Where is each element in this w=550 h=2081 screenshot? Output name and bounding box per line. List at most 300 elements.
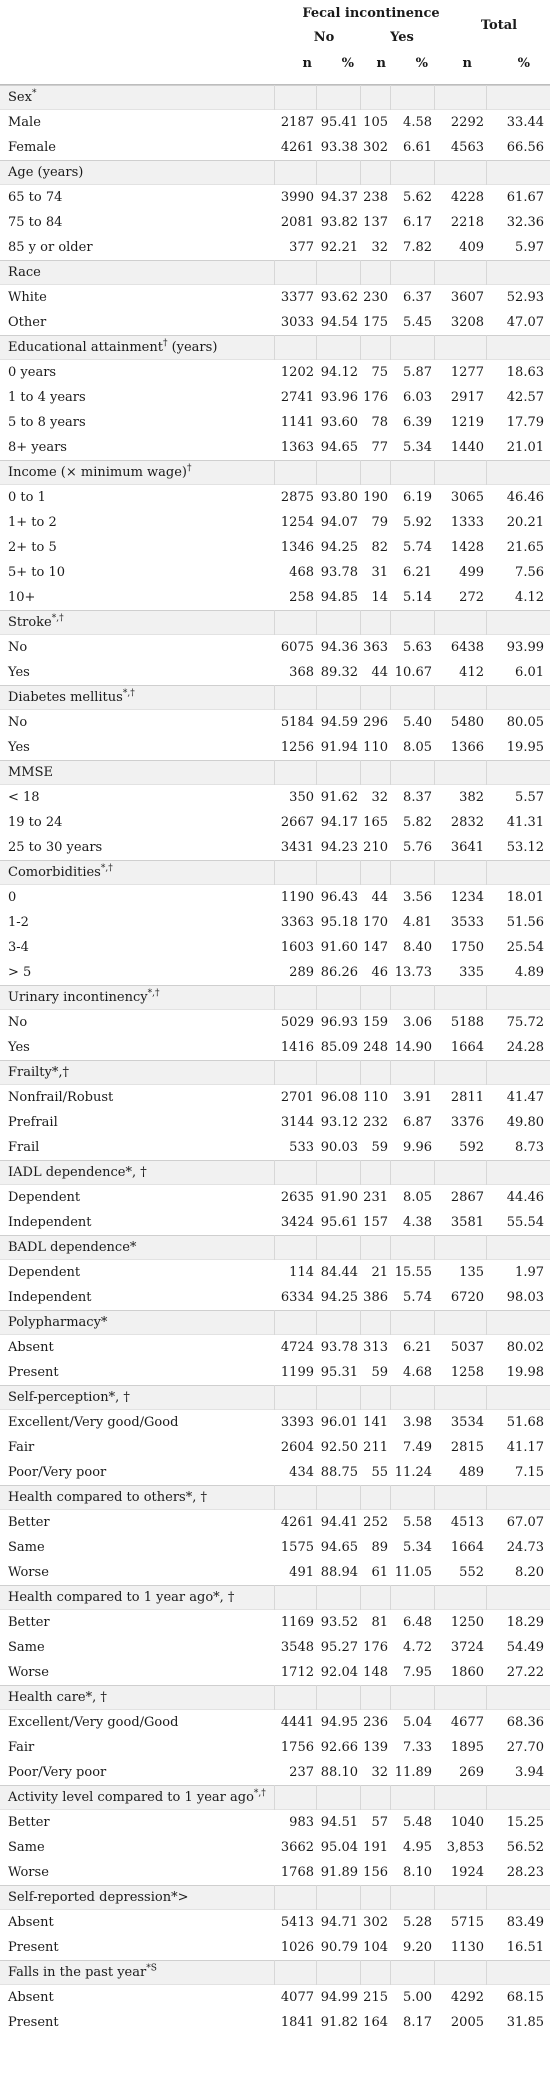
section-empty-cell — [434, 760, 486, 785]
row-label: 25 to 30 years — [8, 840, 103, 855]
table-row — [0, 1260, 550, 1285]
section-empty-cell — [390, 1685, 434, 1710]
row-label: 0 — [8, 890, 17, 905]
total-n: 592 — [459, 1140, 484, 1155]
total-n: 4513 — [450, 1515, 484, 1530]
section-empty-cell — [360, 160, 390, 185]
row-label: Yes — [8, 740, 30, 755]
section-title — [0, 1885, 274, 1910]
yes-n: 190 — [363, 490, 388, 505]
total-pct: 42.57 — [506, 390, 544, 405]
section-title — [0, 1785, 274, 1810]
section-empty-cell — [274, 685, 316, 710]
section-empty-cell — [486, 1485, 550, 1510]
no-pct: 95.18 — [320, 915, 358, 930]
row-label: 1 to 4 years — [8, 390, 86, 405]
yes-pct: 8.17 — [403, 2015, 432, 2030]
no-pct: 92.50 — [320, 1440, 358, 1455]
section-empty-cell — [486, 1585, 550, 1610]
total-n: 3581 — [450, 1215, 484, 1230]
table-row — [0, 1535, 550, 1560]
total-pct: 47.07 — [506, 315, 544, 330]
yes-n: 141 — [363, 1415, 388, 1430]
table-row — [0, 510, 550, 535]
yes-pct: 6.19 — [403, 490, 432, 505]
row-label: 75 to 84 — [8, 215, 63, 230]
section-title-text: Activity level compared to 1 year ago — [8, 1790, 254, 1805]
row-label: 8+ years — [8, 440, 67, 455]
section-empty-cell — [434, 1685, 486, 1710]
section-empty-cell — [486, 760, 550, 785]
yes-n: 137 — [363, 215, 388, 230]
yes-pct: 15.55 — [394, 1265, 432, 1280]
section-empty-cell — [316, 1485, 360, 1510]
no-n: 4077 — [280, 1990, 314, 2005]
yes-pct: 7.33 — [403, 1740, 432, 1755]
row-label: Absent — [8, 1340, 54, 1355]
no-n: 434 — [289, 1465, 314, 1480]
no-n: 1254 — [280, 515, 314, 530]
section-empty-cell — [360, 610, 390, 635]
yes-pct: 6.61 — [403, 140, 432, 155]
section-empty-cell — [360, 1585, 390, 1610]
section-empty-cell — [316, 1160, 360, 1185]
total-pct: 41.31 — [506, 815, 544, 830]
section-title — [0, 160, 274, 185]
total-pct-header: % — [517, 56, 530, 71]
total-pct: 46.46 — [506, 490, 544, 505]
no-pct: 93.96 — [320, 390, 358, 405]
section-empty-cell — [274, 1885, 316, 1910]
yes-n: 148 — [363, 1665, 388, 1680]
section-header — [0, 160, 550, 185]
total-pct: 80.02 — [506, 1340, 544, 1355]
no-n: 3662 — [280, 1840, 314, 1855]
total-pct: 68.15 — [506, 1990, 544, 2005]
section-title — [0, 1160, 274, 1185]
total-n: 1428 — [450, 540, 484, 555]
yes-pct-header: % — [415, 56, 428, 71]
total-n: 335 — [459, 965, 484, 980]
yes-n: 110 — [363, 1090, 388, 1105]
table-row — [0, 1035, 550, 1060]
no-pct: 93.82 — [320, 215, 358, 230]
section-title-text: Health compared to 1 year ago*, † — [8, 1590, 235, 1605]
total-n: 3724 — [450, 1640, 484, 1655]
no-pct: 91.94 — [320, 740, 358, 755]
yes-pct: 5.28 — [403, 1915, 432, 1930]
total-n: 272 — [459, 590, 484, 605]
no-pct: 95.31 — [320, 1365, 358, 1380]
yes-pct: 5.14 — [403, 590, 432, 605]
yes-pct: 5.63 — [403, 640, 432, 655]
total-pct: 5.57 — [515, 790, 544, 805]
group-title: Fecal incontinence — [302, 6, 440, 21]
total-n: 382 — [459, 790, 484, 805]
section-title — [0, 1685, 274, 1710]
yes-pct: 7.82 — [403, 240, 432, 255]
no-n: 3990 — [280, 190, 314, 205]
total-n: 6720 — [450, 1290, 484, 1305]
yes-n: 89 — [371, 1540, 388, 1555]
no-pct: 94.07 — [320, 515, 358, 530]
table-row — [0, 1110, 550, 1135]
yes-pct: 5.00 — [403, 1990, 432, 2005]
section-title — [0, 460, 274, 485]
no-pct: 94.25 — [320, 540, 358, 555]
section-empty-cell — [316, 1685, 360, 1710]
no-n: 983 — [289, 1815, 314, 1830]
yes-pct: 3.56 — [403, 890, 432, 905]
total-pct: 98.03 — [506, 1290, 544, 1305]
section-empty-cell — [390, 85, 434, 110]
row-label: 0 to 1 — [8, 490, 46, 505]
section-header — [0, 1785, 550, 1810]
yes-n: 82 — [371, 540, 388, 555]
no-n: 1416 — [280, 1040, 314, 1055]
no-pct: 84.44 — [320, 1265, 358, 1280]
table-row — [0, 435, 550, 460]
no-n: 2635 — [280, 1190, 314, 1205]
yes-n: 147 — [363, 940, 388, 955]
total-n: 4677 — [450, 1715, 484, 1730]
total-pct: 8.73 — [515, 1140, 544, 1155]
section-header — [0, 1235, 550, 1260]
yes-n: 31 — [371, 565, 388, 580]
table-row — [0, 210, 550, 235]
yes-pct: 8.37 — [403, 790, 432, 805]
section-empty-cell — [316, 1885, 360, 1910]
table-row — [0, 360, 550, 385]
table-row — [0, 1610, 550, 1635]
no-pct: 94.25 — [320, 1290, 358, 1305]
no-n: 5413 — [280, 1915, 314, 1930]
yes-pct: 11.89 — [394, 1765, 432, 1780]
total-pct: 18.01 — [506, 890, 544, 905]
section-empty-cell — [316, 1235, 360, 1260]
table-header — [0, 0, 550, 85]
section-empty-cell — [390, 1485, 434, 1510]
row-label: Nonfrail/Robust — [8, 1090, 114, 1105]
yes-pct: 6.03 — [403, 390, 432, 405]
total-pct: 16.51 — [506, 1940, 544, 1955]
section-empty-cell — [316, 1060, 360, 1085]
yes-n: 165 — [363, 815, 388, 830]
section-empty-cell — [486, 1785, 550, 1810]
yes-n-header: n — [376, 56, 386, 71]
row-label: Absent — [8, 1915, 54, 1930]
no-pct: 94.65 — [320, 440, 358, 455]
row-label: No — [8, 715, 28, 730]
no-n: 1575 — [280, 1540, 314, 1555]
total-pct: 27.22 — [506, 1665, 544, 1680]
yes-n: 78 — [371, 415, 388, 430]
section-empty-cell — [434, 460, 486, 485]
yes-header: Yes — [390, 30, 414, 45]
total-pct: 61.67 — [506, 190, 544, 205]
yes-n: 230 — [363, 290, 388, 305]
section-header — [0, 860, 550, 885]
section-empty-cell — [486, 1960, 550, 1985]
section-title-text: Diabetes mellitus — [8, 690, 123, 705]
total-pct: 83.49 — [506, 1915, 544, 1930]
yes-pct: 6.37 — [403, 290, 432, 305]
yes-pct: 8.10 — [403, 1865, 432, 1880]
total-n: 269 — [459, 1765, 484, 1780]
yes-n: 59 — [371, 1140, 388, 1155]
yes-n: 105 — [363, 115, 388, 130]
no-pct: 90.79 — [320, 1940, 358, 1955]
section-empty-cell — [274, 1160, 316, 1185]
no-pct: 93.38 — [320, 140, 358, 155]
section-empty-cell — [390, 1060, 434, 1085]
row-label: Absent — [8, 1990, 54, 2005]
yes-n: 46 — [371, 965, 388, 980]
section-empty-cell — [360, 1385, 390, 1410]
yes-pct: 7.49 — [403, 1440, 432, 1455]
total-n: 4563 — [450, 140, 484, 155]
no-pct: 94.99 — [320, 1990, 358, 2005]
yes-n: 176 — [363, 1640, 388, 1655]
yes-pct: 8.05 — [403, 740, 432, 755]
total-pct: 17.79 — [506, 415, 544, 430]
section-empty-cell — [486, 260, 550, 285]
yes-pct: 3.98 — [403, 1415, 432, 1430]
section-empty-cell — [434, 985, 486, 1010]
section-header — [0, 260, 550, 285]
section-title-text: Stroke — [8, 615, 52, 630]
section-header — [0, 1685, 550, 1710]
section-empty-cell — [274, 260, 316, 285]
yes-pct: 3.91 — [403, 1090, 432, 1105]
table-row — [0, 1360, 550, 1385]
no-n: 3431 — [280, 840, 314, 855]
total-pct: 51.56 — [506, 915, 544, 930]
total-n: 1860 — [450, 1665, 484, 1680]
total-n: 1440 — [450, 440, 484, 455]
no-n: 1026 — [280, 1940, 314, 1955]
row-label: Prefrail — [8, 1115, 58, 1130]
total-pct: 4.12 — [515, 590, 544, 605]
section-empty-cell — [360, 985, 390, 1010]
section-empty-cell — [390, 460, 434, 485]
section-empty-cell — [274, 1685, 316, 1710]
row-label: 5 to 8 years — [8, 415, 86, 430]
yes-n: 75 — [371, 365, 388, 380]
section-empty-cell — [274, 1385, 316, 1410]
total-n: 5715 — [450, 1915, 484, 1930]
no-pct: 94.37 — [320, 190, 358, 205]
section-empty-cell — [274, 1585, 316, 1610]
total-n: 3607 — [450, 290, 484, 305]
yes-pct: 5.34 — [403, 440, 432, 455]
section-empty-cell — [360, 335, 390, 360]
section-title — [0, 1485, 274, 1510]
section-title — [0, 260, 274, 285]
no-n: 2604 — [280, 1440, 314, 1455]
section-empty-cell — [316, 860, 360, 885]
no-pct: 93.78 — [320, 565, 358, 580]
no-pct: 92.04 — [320, 1665, 358, 1680]
no-n: 1141 — [280, 415, 314, 430]
total-pct: 49.80 — [506, 1115, 544, 1130]
row-label: 19 to 24 — [8, 815, 63, 830]
no-n: 1841 — [280, 2015, 314, 2030]
total-pct: 7.15 — [515, 1465, 544, 1480]
table-row — [0, 310, 550, 335]
section-empty-cell — [390, 1310, 434, 1335]
no-n: 491 — [289, 1565, 314, 1580]
no-n: 258 — [289, 590, 314, 605]
yes-n: 313 — [363, 1340, 388, 1355]
yes-n: 32 — [371, 1765, 388, 1780]
no-pct: 94.36 — [320, 640, 358, 655]
table-row — [0, 735, 550, 760]
yes-n: 210 — [363, 840, 388, 855]
section-title — [0, 1585, 274, 1610]
no-n: 1768 — [280, 1865, 314, 1880]
section-empty-cell — [360, 860, 390, 885]
section-empty-cell — [390, 160, 434, 185]
section-header — [0, 460, 550, 485]
table-row — [0, 635, 550, 660]
row-label: Other — [8, 315, 47, 330]
total-n: 3376 — [450, 1115, 484, 1130]
section-title — [0, 1235, 274, 1260]
section-title-text: Health compared to others*, † — [8, 1490, 207, 1505]
total-n: 2832 — [450, 815, 484, 830]
no-pct: 94.41 — [320, 1515, 358, 1530]
no-n: 4261 — [280, 1515, 314, 1530]
section-title — [0, 1960, 274, 1985]
section-empty-cell — [434, 1485, 486, 1510]
total-n: 1333 — [450, 515, 484, 530]
yes-n: 170 — [363, 915, 388, 930]
section-footnote-mark: † — [187, 463, 192, 474]
section-title-suffix: (years) — [167, 340, 218, 355]
yes-pct: 5.74 — [403, 540, 432, 555]
section-empty-cell — [360, 760, 390, 785]
no-pct: 85.09 — [320, 1040, 358, 1055]
total-pct: 68.36 — [506, 1715, 544, 1730]
row-label: Poor/Very poor — [8, 1765, 107, 1780]
no-n: 1712 — [280, 1665, 314, 1680]
total-n: 135 — [459, 1265, 484, 1280]
table-row — [0, 135, 550, 160]
section-title — [0, 610, 274, 635]
section-empty-cell — [390, 1885, 434, 1910]
section-title-text: Frailty*,† — [8, 1065, 70, 1080]
table-row — [0, 1435, 550, 1460]
table-row — [0, 885, 550, 910]
total-pct: 18.29 — [506, 1615, 544, 1630]
yes-n: 302 — [363, 1915, 388, 1930]
row-label: Yes — [8, 665, 30, 680]
section-title-text: Polypharmacy* — [8, 1315, 108, 1330]
total-n: 2292 — [450, 115, 484, 130]
total-pct: 56.52 — [506, 1840, 544, 1855]
section-title — [0, 335, 274, 360]
table-row — [0, 285, 550, 310]
section-header — [0, 1160, 550, 1185]
yes-pct: 8.40 — [403, 940, 432, 955]
section-title — [0, 1385, 274, 1410]
total-n: 499 — [459, 565, 484, 580]
yes-pct: 6.48 — [403, 1615, 432, 1630]
yes-pct: 4.81 — [403, 915, 432, 930]
no-pct: 94.51 — [320, 1815, 358, 1830]
section-empty-cell — [360, 460, 390, 485]
no-n: 114 — [289, 1265, 314, 1280]
table-row — [0, 110, 550, 135]
section-empty-cell — [434, 1160, 486, 1185]
yes-n: 176 — [363, 390, 388, 405]
table-row — [0, 1860, 550, 1885]
section-empty-cell — [274, 985, 316, 1010]
row-label: Frail — [8, 1140, 40, 1155]
yes-n: 302 — [363, 140, 388, 155]
table-row — [0, 835, 550, 860]
row-label: Fair — [8, 1440, 35, 1455]
yes-n: 14 — [371, 590, 388, 605]
row-label: > 5 — [8, 965, 32, 980]
no-pct: 90.03 — [320, 1140, 358, 1155]
table-row — [0, 1760, 550, 1785]
section-header — [0, 1960, 550, 1985]
no-n: 6075 — [280, 640, 314, 655]
total-n: 3208 — [450, 315, 484, 330]
total-pct: 24.28 — [506, 1040, 544, 1055]
table-row — [0, 1910, 550, 1935]
total-pct: 27.70 — [506, 1740, 544, 1755]
no-pct-header: % — [341, 56, 354, 71]
yes-pct: 6.87 — [403, 1115, 432, 1130]
section-title — [0, 860, 274, 885]
section-title-text: Sex — [8, 90, 32, 105]
no-n: 2667 — [280, 815, 314, 830]
no-pct: 94.12 — [320, 365, 358, 380]
no-pct: 94.54 — [320, 315, 358, 330]
total-n: 2811 — [450, 1090, 484, 1105]
total-pct: 21.01 — [506, 440, 544, 455]
section-empty-cell — [486, 1160, 550, 1185]
row-label: Dependent — [8, 1190, 81, 1205]
total-pct: 15.25 — [506, 1815, 544, 1830]
yes-pct: 5.34 — [403, 1540, 432, 1555]
total-pct: 6.01 — [515, 665, 544, 680]
section-empty-cell — [390, 1585, 434, 1610]
total-n: 489 — [459, 1465, 484, 1480]
table-row — [0, 535, 550, 560]
yes-pct: 5.58 — [403, 1515, 432, 1530]
row-label: 3-4 — [8, 940, 29, 955]
section-empty-cell — [486, 610, 550, 635]
yes-pct: 11.05 — [394, 1565, 432, 1580]
yes-pct: 5.62 — [403, 190, 432, 205]
section-empty-cell — [434, 1785, 486, 1810]
total-pct: 18.63 — [506, 365, 544, 380]
section-title-text: IADL dependence*, † — [8, 1165, 147, 1180]
yes-pct: 6.17 — [403, 215, 432, 230]
total-n: 2005 — [450, 2015, 484, 2030]
section-title — [0, 1310, 274, 1335]
section-empty-cell — [274, 335, 316, 360]
section-empty-cell — [360, 1785, 390, 1810]
total-n: 1924 — [450, 1865, 484, 1880]
no-pct: 94.17 — [320, 815, 358, 830]
yes-n: 236 — [363, 1715, 388, 1730]
section-title-text: Race — [8, 265, 41, 280]
